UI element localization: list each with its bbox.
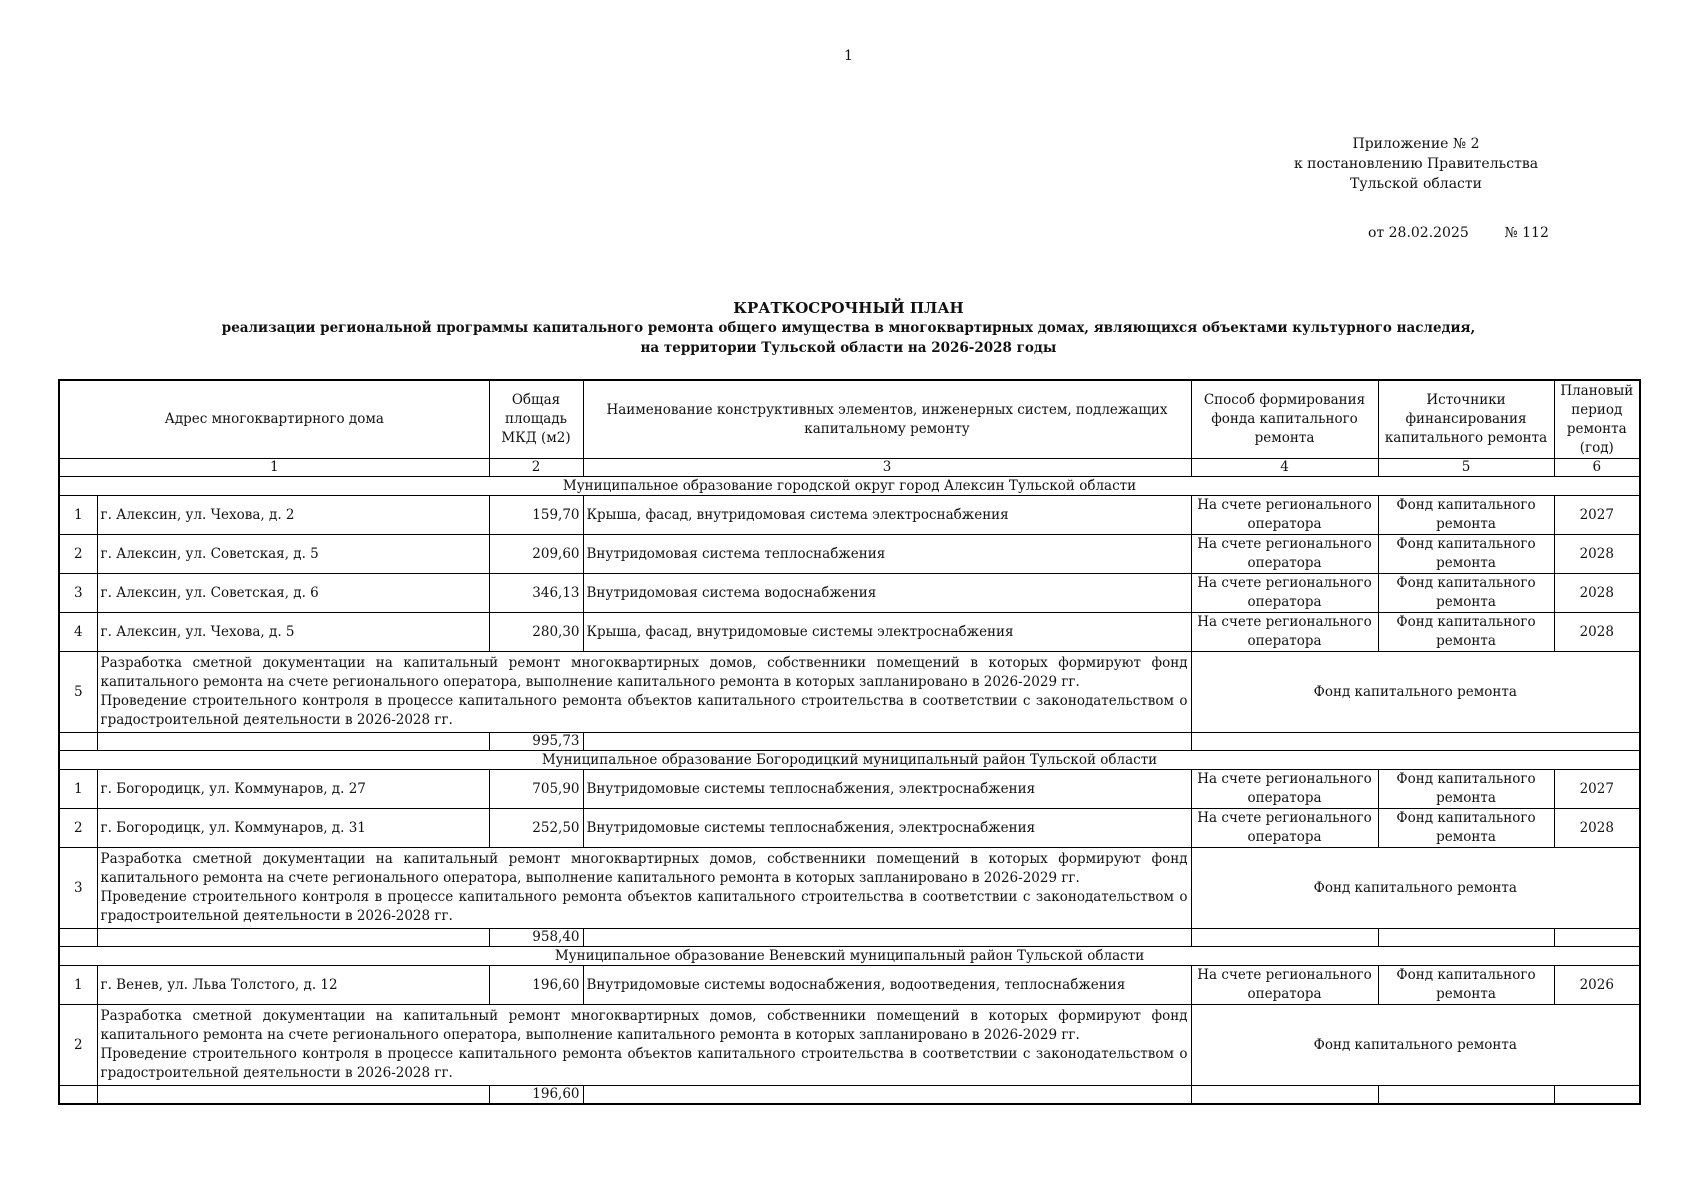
row-number: 3	[59, 848, 97, 929]
column-number: 4	[1191, 459, 1378, 477]
row-address: г. Алексин, ул. Чехова, д. 5	[97, 613, 489, 652]
row-address: г. Алексин, ул. Советская, д. 5	[97, 535, 489, 574]
table-row	[59, 535, 1640, 574]
total-empty	[1554, 1086, 1640, 1105]
table-row	[59, 770, 1640, 809]
total-empty	[1378, 1086, 1554, 1105]
header-area: Общая площадь МКД (м2)	[489, 380, 583, 459]
appendix-line: к постановлению Правительства	[1293, 156, 1539, 172]
row-number: 2	[59, 1005, 97, 1086]
header-address: Адрес многоквартирного дома	[59, 380, 489, 459]
header-method: Способ формирования фонда капитального ремонта	[1191, 380, 1378, 459]
work-text-control: Проведение строительного контроля в процессе капитального ремонта объектов капитального строительства в соответствии с законодательством о градостроительной деятельности в 2026-2028 гг.	[100, 1046, 1188, 1081]
row-year: 2028	[1554, 809, 1640, 848]
total-empty	[583, 929, 1191, 947]
row-year: 2027	[1554, 496, 1640, 535]
row-year: 2026	[1554, 966, 1640, 1005]
row-elements: Внутридомовые системы водоснабжения, водоотведения, теплоснабжения	[583, 966, 1191, 1005]
total-empty	[97, 1086, 489, 1105]
section-title-row	[59, 477, 1640, 496]
total-area: 995,73	[489, 733, 583, 751]
total-empty	[583, 1086, 1191, 1105]
total-empty	[583, 733, 1191, 751]
total-row	[59, 1086, 1640, 1105]
work-row	[59, 848, 1640, 929]
appendix-line: Приложение № 2	[1352, 136, 1480, 152]
page-number: 1	[844, 48, 853, 64]
row-number: 1	[59, 496, 97, 535]
row-number: 2	[59, 809, 97, 848]
header-period: Плановый период ремонта (год)	[1554, 380, 1640, 459]
section-title: Муниципальное образование Веневский муниципальный район Тульской области	[59, 947, 1640, 966]
work-text-design: Разработка сметной документации на капитальный ремонт многоквартирных домов, собственники помещений в которых формируют фонд капитального ремонта на счете регионального оператора, выполнение капитального ремонта в которых запланировано в 2026-2029 гг.	[100, 655, 1188, 690]
row-area: 705,90	[489, 770, 583, 809]
total-empty	[1554, 929, 1640, 947]
column-number: 5	[1378, 459, 1554, 477]
title-line: КРАТКОСРОЧНЫЙ ПЛАН	[733, 299, 964, 317]
table-row	[59, 809, 1640, 848]
column-number: 3	[583, 459, 1191, 477]
total-area: 958,40	[489, 929, 583, 947]
row-elements: Внутридомовые системы теплоснабжения, электроснабжения	[583, 809, 1191, 848]
total-empty	[1191, 929, 1378, 947]
row-elements: Внутридомовые системы теплоснабжения, электроснабжения	[583, 770, 1191, 809]
row-source: Фонд капитального ремонта	[1378, 613, 1554, 652]
row-address: г. Богородицк, ул. Коммунаров, д. 31	[97, 809, 489, 848]
row-area: 280,30	[489, 613, 583, 652]
work-description	[97, 1005, 1191, 1086]
table-row	[59, 496, 1640, 535]
row-address: г. Алексин, ул. Советская, д. 6	[97, 574, 489, 613]
row-elements: Внутридомовая система водоснабжения	[583, 574, 1191, 613]
row-year: 2028	[1554, 574, 1640, 613]
row-number: 5	[59, 652, 97, 733]
work-text-design: Разработка сметной документации на капитальный ремонт многоквартирных домов, собственники помещений в которых формируют фонд капитального ремонта на счете регионального оператора, выполнение капитального ремонта в которых запланировано в 2026-2029 гг.	[100, 851, 1188, 886]
work-text-control: Проведение строительного контроля в процессе капитального ремонта объектов капитального строительства в соответствии с законодательством о градостроительной деятельности в 2026-2028 гг.	[100, 889, 1188, 924]
row-address: г. Алексин, ул. Чехова, д. 2	[97, 496, 489, 535]
title-line: на территории Тульской области на 2026-2028 годы	[640, 340, 1057, 356]
row-number: 3	[59, 574, 97, 613]
total-empty	[59, 733, 97, 751]
work-description	[97, 848, 1191, 929]
appendix-line: Тульской области	[1350, 176, 1482, 192]
total-empty	[97, 929, 489, 947]
table-row	[59, 613, 1640, 652]
column-number-row	[59, 459, 1640, 477]
plan-table	[58, 379, 1641, 1105]
work-source: Фонд капитального ремонта	[1191, 848, 1640, 929]
total-area: 196,60	[489, 1086, 583, 1105]
section-title: Муниципальное образование городской округ город Алексин Тульской области	[59, 477, 1640, 496]
work-text-design: Разработка сметной документации на капитальный ремонт многоквартирных домов, собственники помещений в которых формируют фонд капитального ремонта на счете регионального оператора, выполнение капитального ремонта в которых запланировано в 2026-2029 гг.	[100, 1008, 1188, 1043]
decree-number: № 112	[1504, 225, 1549, 241]
row-address: г. Богородицк, ул. Коммунаров, д. 27	[97, 770, 489, 809]
work-description	[97, 652, 1191, 733]
section-title-row	[59, 751, 1640, 770]
row-method: На счете регионального оператора	[1191, 496, 1378, 535]
row-method: На счете регионального оператора	[1191, 809, 1378, 848]
row-number: 1	[59, 966, 97, 1005]
decree-line	[1368, 225, 1549, 241]
row-source: Фонд капитального ремонта	[1378, 770, 1554, 809]
row-year: 2028	[1554, 613, 1640, 652]
row-area: 196,60	[489, 966, 583, 1005]
row-source: Фонд капитального ремонта	[1378, 496, 1554, 535]
table-row	[59, 574, 1640, 613]
column-number: 1	[59, 459, 489, 477]
row-year: 2028	[1554, 535, 1640, 574]
total-row	[59, 733, 1640, 751]
document-title	[0, 298, 1697, 358]
row-address: г. Венев, ул. Льва Толстого, д. 12	[97, 966, 489, 1005]
table-row	[59, 966, 1640, 1005]
work-row	[59, 1005, 1640, 1086]
row-year: 2027	[1554, 770, 1640, 809]
total-row	[59, 929, 1640, 947]
section-title-row	[59, 947, 1640, 966]
column-number: 2	[489, 459, 583, 477]
total-empty	[59, 929, 97, 947]
row-source: Фонд капитального ремонта	[1378, 574, 1554, 613]
row-elements: Крыша, фасад, внутридомовые системы электроснабжения	[583, 613, 1191, 652]
appendix-block	[1286, 134, 1546, 194]
column-number: 6	[1554, 459, 1640, 477]
header-sources: Источники финансирования капитального ремонта	[1378, 380, 1554, 459]
row-elements: Крыша, фасад, внутридомовая система электроснабжения	[583, 496, 1191, 535]
table-header-row	[59, 380, 1640, 459]
row-number: 2	[59, 535, 97, 574]
decree-date: от 28.02.2025	[1368, 225, 1469, 241]
total-empty	[1191, 733, 1640, 751]
work-row	[59, 652, 1640, 733]
row-source: Фонд капитального ремонта	[1378, 535, 1554, 574]
row-method: На счете регионального оператора	[1191, 966, 1378, 1005]
row-elements: Внутридомовая система теплоснабжения	[583, 535, 1191, 574]
row-area: 252,50	[489, 809, 583, 848]
title-line: реализации региональной программы капитального ремонта общего имущества в многоквартирных домах, являющихся объектами культурного наследия,	[221, 320, 1476, 336]
row-source: Фонд капитального ремонта	[1378, 809, 1554, 848]
section-title: Муниципальное образование Богородицкий муниципальный район Тульской области	[59, 751, 1640, 770]
row-source: Фонд капитального ремонта	[1378, 966, 1554, 1005]
row-area: 346,13	[489, 574, 583, 613]
total-empty	[97, 733, 489, 751]
row-method: На счете регионального оператора	[1191, 613, 1378, 652]
row-method: На счете регионального оператора	[1191, 770, 1378, 809]
row-number: 4	[59, 613, 97, 652]
total-empty	[1191, 1086, 1378, 1105]
row-number: 1	[59, 770, 97, 809]
work-text-control: Проведение строительного контроля в процессе капитального ремонта объектов капитального строительства в соответствии с законодательством о градостроительной деятельности в 2026-2028 гг.	[100, 693, 1188, 728]
work-source: Фонд капитального ремонта	[1191, 652, 1640, 733]
row-area: 209,60	[489, 535, 583, 574]
total-empty	[1378, 929, 1554, 947]
row-method: На счете регионального оператора	[1191, 535, 1378, 574]
row-area: 159,70	[489, 496, 583, 535]
row-method: На счете регионального оператора	[1191, 574, 1378, 613]
total-empty	[59, 1086, 97, 1105]
work-source: Фонд капитального ремонта	[1191, 1005, 1640, 1086]
header-elements: Наименование конструктивных элементов, инженерных систем, подлежащих капитальному ремонту	[583, 380, 1191, 459]
